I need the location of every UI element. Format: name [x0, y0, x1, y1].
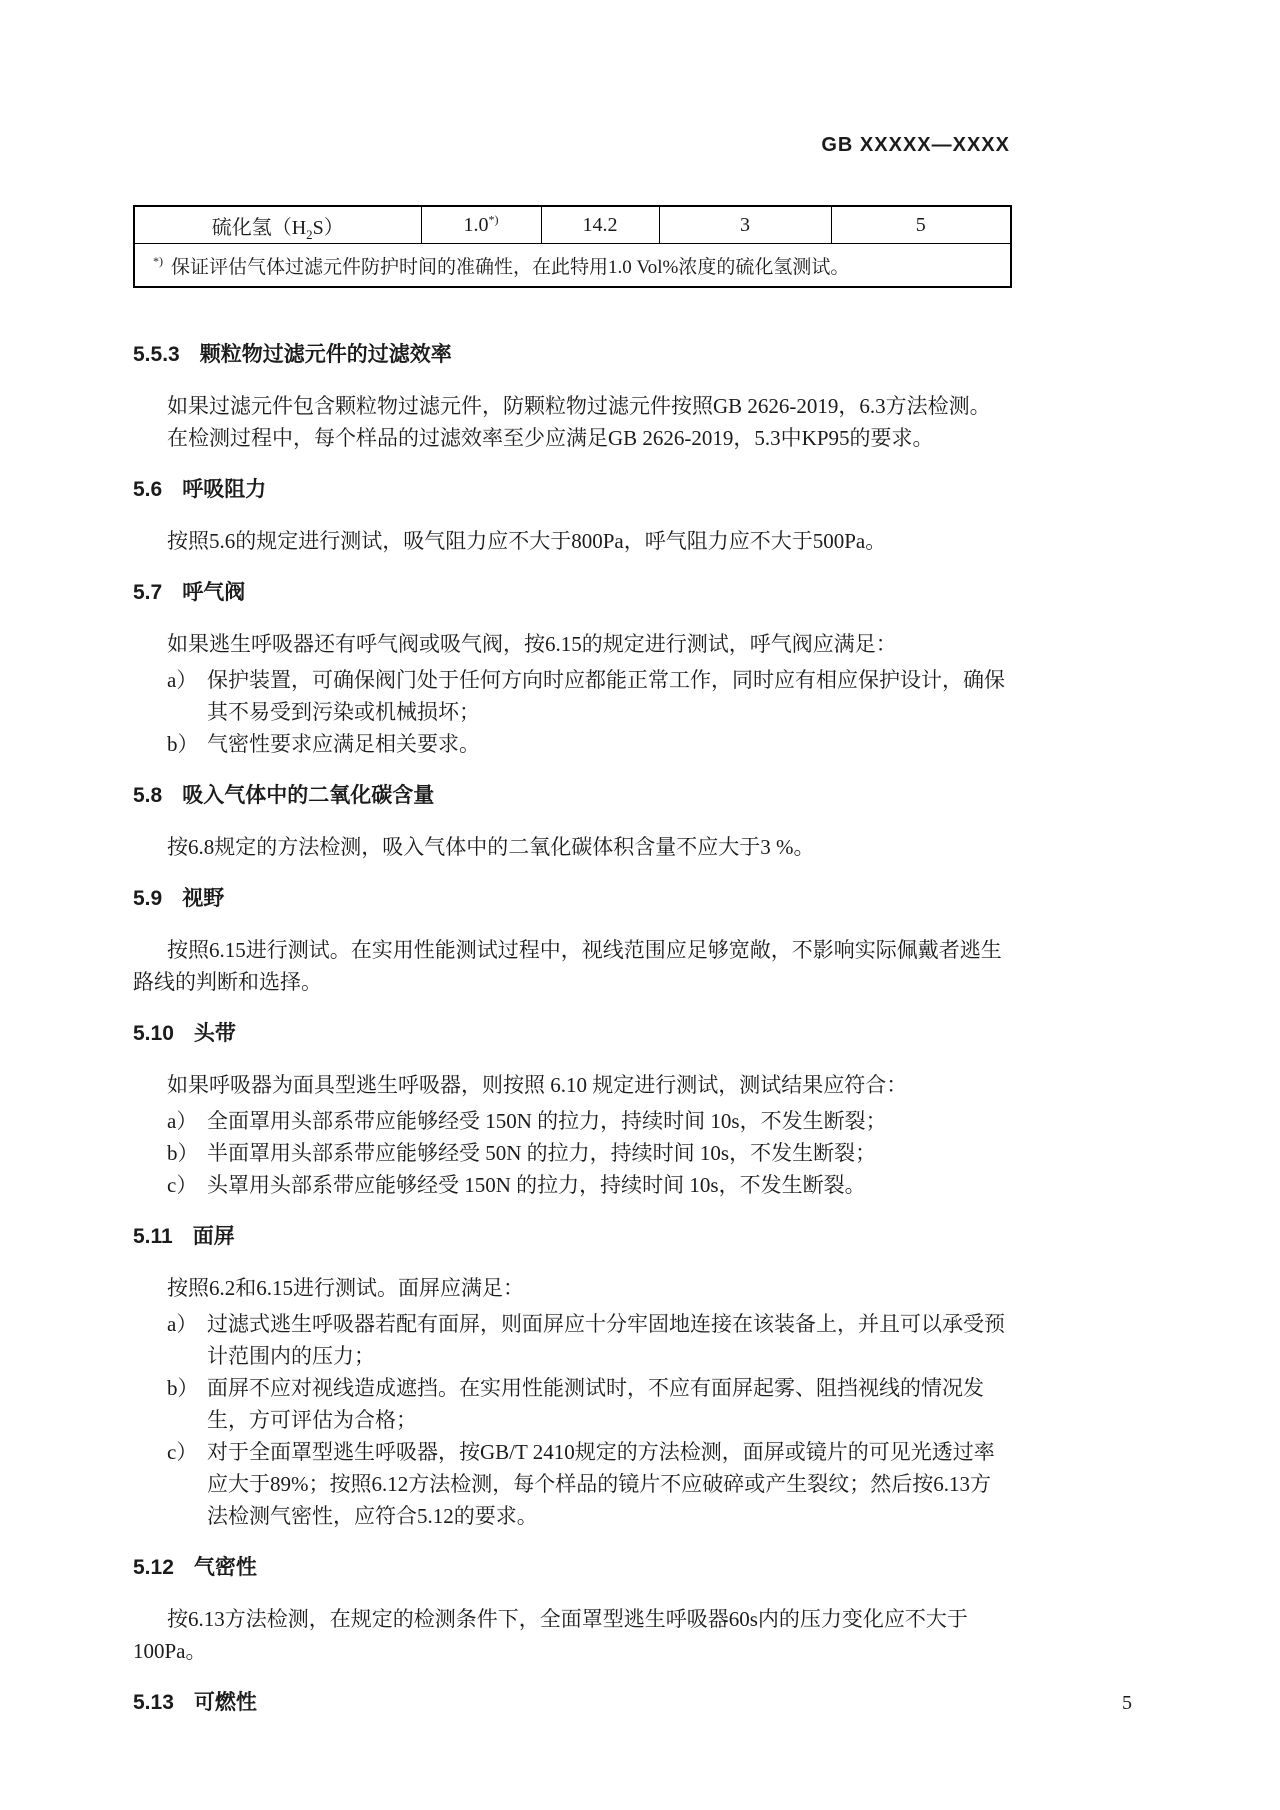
- item-text: 头罩用头部系带应能够经受 150N 的拉力，持续时间 10s，不发生断裂。: [207, 1173, 866, 1197]
- section-number: 5.5.3: [133, 343, 180, 366]
- section-heading-5-7: [133, 577, 1010, 609]
- paragraph: 按照5.6的规定进行测试，吸气阻力应不大于800Pa，呼气阻力应不大于500Pa。: [167, 529, 887, 553]
- paragraph: 按6.13方法检测，在规定的检测条件下，全面罩型逃生呼吸器60s内的压力变化应不大于100Pa。: [133, 1607, 968, 1663]
- substance-subscript: 2: [306, 226, 313, 242]
- list-item: [133, 1105, 1010, 1137]
- footnote-marker: *): [153, 254, 163, 269]
- section-number: 5.10: [133, 1022, 174, 1045]
- item-text: 过滤式逃生呼吸器若配有面屏，则面屏应十分牢固地连接在该装备上，并且可以承受预计范围内的压力；: [207, 1312, 1005, 1368]
- item-marker: a）: [167, 668, 198, 692]
- item-text: 半面罩用头部系带应能够经受 50N 的拉力，持续时间 10s，不发生断裂；: [207, 1141, 877, 1165]
- paragraph: 如果逃生呼吸器还有呼气阀或吸气阀，按6.15的规定进行测试，呼气阀应满足：: [167, 632, 897, 656]
- section-number: 5.11: [133, 1225, 173, 1248]
- substance-name-suffix: S）: [312, 216, 344, 239]
- paragraph: 如果呼吸器为面具型逃生呼吸器，则按照 6.10 规定进行测试，测试结果应符合：: [167, 1073, 908, 1097]
- paragraph: 按照6.15进行测试。在实用性能测试过程中，视线范围应足够宽敞，不影响实际佩戴者逃生路线的判断和选择。: [133, 938, 1002, 994]
- list-item: [133, 728, 1010, 760]
- gas-filter-test-table: [133, 205, 1012, 288]
- value-cell: 5: [831, 206, 1011, 244]
- lettered-list: [133, 664, 1010, 760]
- section-number: 5.12: [133, 1556, 174, 1579]
- section-title: 呼吸阻力: [182, 478, 267, 501]
- concentration-cell: [421, 206, 541, 244]
- item-marker: c）: [167, 1173, 198, 1197]
- section-heading-5-13: [133, 1687, 1010, 1719]
- section-number: 5.7: [133, 581, 163, 604]
- value-cell: 14.2: [541, 206, 659, 244]
- paragraph: 按照6.2和6.15进行测试。面屏应满足：: [167, 1276, 524, 1300]
- item-marker: a）: [167, 1109, 198, 1133]
- list-item: [133, 1137, 1010, 1169]
- section-number: 5.13: [133, 1691, 174, 1714]
- section-title: 呼气阀: [182, 581, 246, 604]
- section-heading-5-10: [133, 1018, 1010, 1050]
- page-number: 5: [1122, 1692, 1132, 1714]
- table-footnote-row: [134, 244, 1011, 288]
- section-heading-5-11: [133, 1221, 1010, 1253]
- section-title: 视野: [182, 887, 225, 910]
- section-title: 面屏: [192, 1225, 235, 1248]
- section-heading-5-6: [133, 474, 1010, 506]
- paragraph: 如果过滤元件包含颗粒物过滤元件，防颗粒物过滤元件按照GB 2626-2019，6.3方法检测。: [167, 394, 991, 418]
- item-marker: c）: [167, 1440, 198, 1464]
- item-marker: b）: [167, 1141, 199, 1165]
- section-heading-5-9: [133, 883, 1010, 915]
- section-number: 5.6: [133, 478, 163, 501]
- list-item: [133, 1436, 1010, 1532]
- lettered-list: [133, 1308, 1010, 1532]
- section-number: 5.9: [133, 887, 163, 910]
- section-title: 可燃性: [193, 1691, 257, 1714]
- standard-code: GB XXXXX—XXXX: [821, 134, 1010, 156]
- list-item: [133, 1372, 1010, 1436]
- item-marker: a）: [167, 1312, 198, 1336]
- concentration-value: 1.0: [463, 213, 489, 236]
- list-item: [133, 1169, 1010, 1201]
- item-marker: b）: [167, 732, 199, 756]
- footnote-cell: [134, 244, 1011, 288]
- section-title: 气密性: [193, 1556, 257, 1579]
- section-title: 吸入气体中的二氧化碳含量: [182, 784, 435, 807]
- item-text: 保护装置，可确保阀门处于任何方向时应都能正常工作，同时应有相应保护设计，确保其不易受到污染或机械损坏；: [207, 668, 1005, 724]
- section-heading-5-5-3: [133, 339, 1010, 371]
- table-row: [134, 206, 1011, 244]
- item-text: 对于全面罩型逃生呼吸器，按GB/T 2410规定的方法检测，面屏或镜片的可见光透过率应大于89%；按照6.12方法检测，每个样品的镜片不应破碎或产生裂纹；然后按6.13方法检测气密性，应符合5.12的要求。: [207, 1440, 995, 1528]
- paragraph: 按6.8规定的方法检测，吸入气体中的二氧化碳体积含量不应大于3 %。: [167, 835, 815, 859]
- document-body: [133, 287, 1010, 1738]
- item-text: 面屏不应对视线造成遮挡。在实用性能测试时，不应有面屏起雾、阻挡视线的情况发生，方可评估为合格；: [207, 1376, 984, 1432]
- item-text: 气密性要求应满足相关要求。: [207, 732, 480, 756]
- section-title: 颗粒物过滤元件的过滤效率: [199, 343, 452, 366]
- section-title: 头带: [193, 1022, 236, 1045]
- concentration-footnote-ref: *): [488, 211, 499, 226]
- section-heading-5-8: [133, 780, 1010, 812]
- substance-name: 硫化氢（H: [211, 216, 307, 239]
- section-number: 5.8: [133, 784, 163, 807]
- item-marker: b）: [167, 1376, 199, 1400]
- list-item: [133, 664, 1010, 728]
- substance-cell: [134, 206, 421, 244]
- section-heading-5-12: [133, 1552, 1010, 1584]
- paragraph: 在检测过程中，每个样品的过滤效率至少应满足GB 2626-2019，5.3中KP95的要求。: [167, 426, 934, 450]
- footnote-text: 保证评估气体过滤元件防护时间的准确性，在此特用1.0 Vol%浓度的硫化氢测试。: [171, 256, 850, 278]
- lettered-list: [133, 1105, 1010, 1201]
- item-text: 全面罩用头部系带应能够经受 150N 的拉力，持续时间 10s，不发生断裂；: [207, 1109, 887, 1133]
- value-cell: 3: [659, 206, 831, 244]
- list-item: [133, 1308, 1010, 1372]
